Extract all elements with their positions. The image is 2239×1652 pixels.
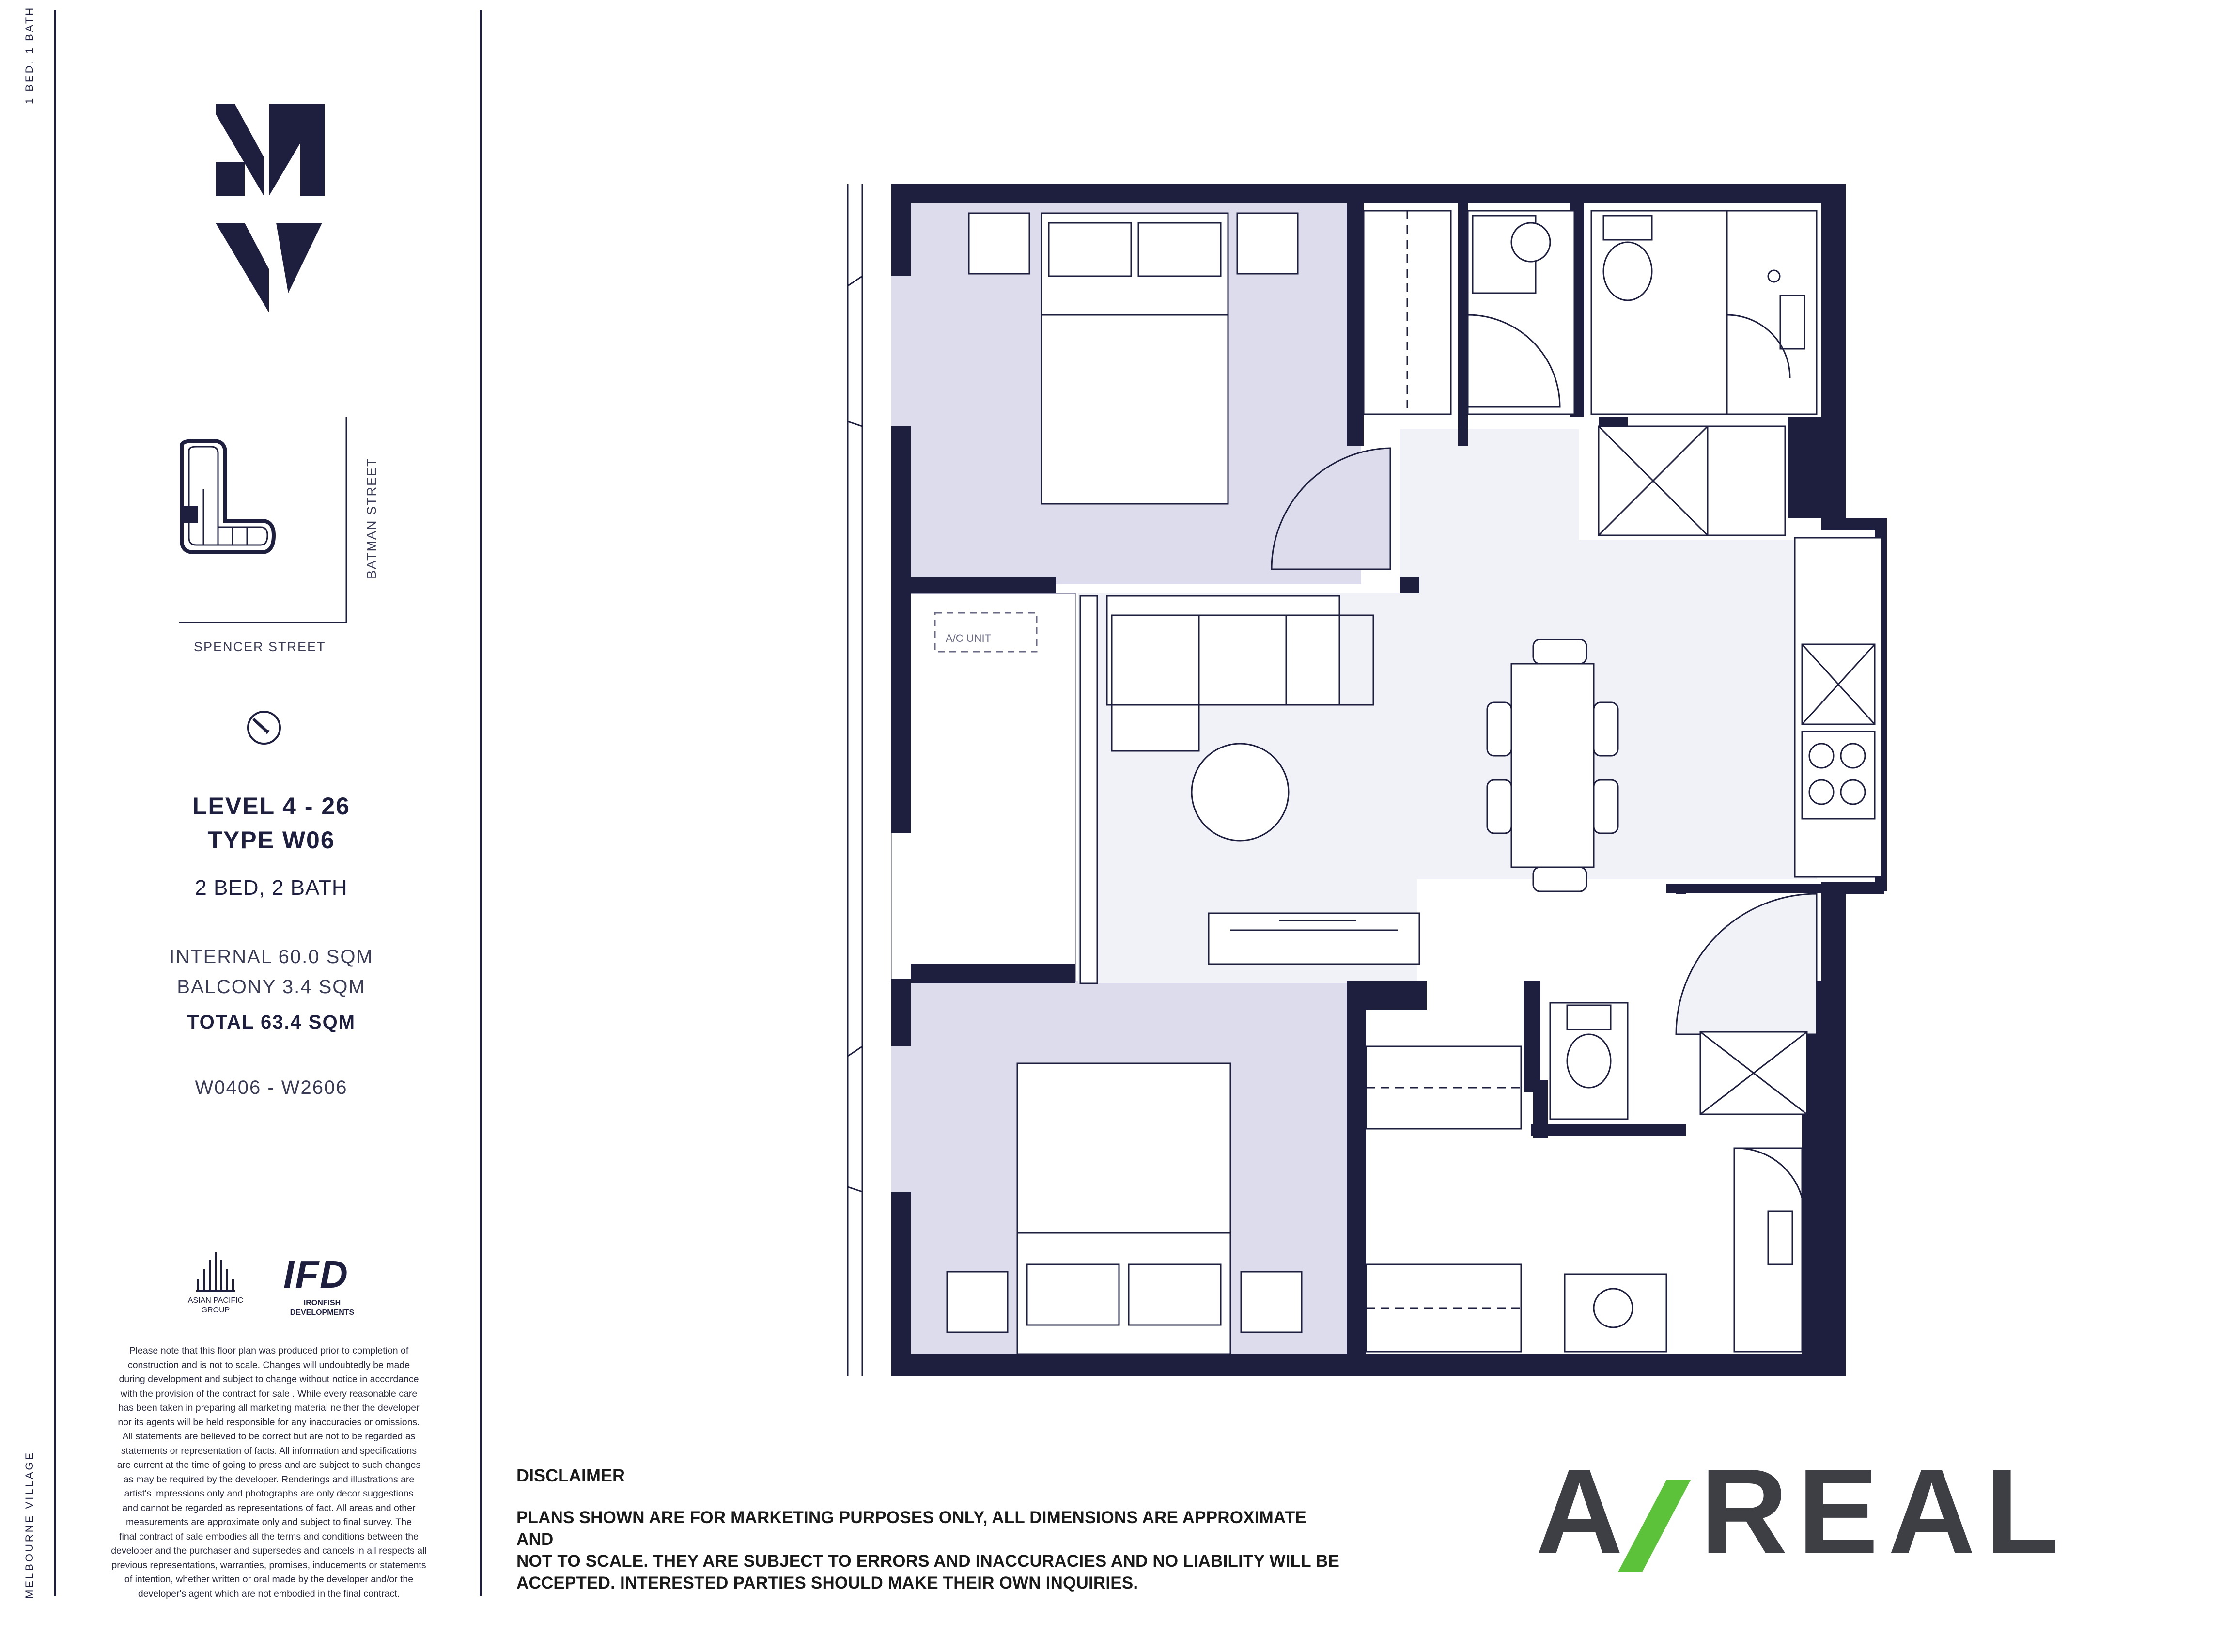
key-plan <box>170 417 358 630</box>
ifd-mark: IFD <box>283 1253 349 1296</box>
balcony-floor <box>891 593 1075 981</box>
notice-line: measurements are approximate only and subject to final survey. The <box>126 1517 412 1527</box>
notice-line: nor its agents will be held responsible for any inaccuracies or omissions. <box>118 1417 420 1428</box>
notice-line: has been taken in preparing all marketing material neither the developer <box>118 1403 420 1413</box>
balcony-area: BALCONY 3.4 SQM <box>177 976 366 997</box>
disclaimer-body <box>516 1507 1340 1594</box>
beds-baths: 2 BED, 2 BATH <box>195 876 348 900</box>
aircon-label: A/C UNIT <box>946 632 992 644</box>
areal-logo-right: REAL <box>1700 1444 2069 1579</box>
notice-line: of intention, whether written or oral made by the developer and/or the <box>124 1574 414 1585</box>
notice-line: with the provision of the contract for sale . While every reasonable care <box>120 1388 418 1399</box>
sidebar-left-rule <box>54 10 56 1596</box>
disclaimer-heading: DISCLAIMER <box>516 1465 625 1485</box>
floor-plan <box>833 179 1913 1390</box>
notice-line: Please note that this floor plan was produced prior to completion of <box>129 1345 409 1356</box>
notice-line: construction and is not to scale. Changes will undoubtedly be made <box>127 1359 410 1371</box>
notice-line: artist's impressions only and photographs are only decor suggestions <box>124 1488 414 1499</box>
level-title: LEVEL 4 - 26 <box>192 793 350 820</box>
vertical-bottom-label: MELBOURNE VILLAGE <box>23 1450 35 1599</box>
apg-logo <box>194 1250 237 1294</box>
unit-range: W0406 - W2606 <box>195 1077 348 1098</box>
areal-logo-left: A <box>1536 1444 1633 1579</box>
disclaimer-line: ACCEPTED. INTERESTED PARTIES SHOULD MAKE THEIR OWN INQUIRIES. <box>516 1574 1138 1592</box>
disclaimer-line: PLANS SHOWN ARE FOR MARKETING PURPOSES ONLY, ALL DIMENSIONS ARE APPROXIMATE AND <box>516 1508 1306 1549</box>
notice-line: previous representations, warranties, promises, inducements or statements <box>111 1559 426 1571</box>
internal-area: INTERNAL 60.0 SQM <box>169 946 373 967</box>
vertical-top-label: 1 BED, 1 BATH <box>23 5 35 104</box>
street-right-label: BATMAN STREET <box>364 457 379 579</box>
notice-line: as may be required by the developer. Renderings and illustrations are <box>123 1474 415 1485</box>
mv-logo <box>208 99 329 317</box>
areal-logo <box>1536 1444 2069 1579</box>
street-bottom-label: SPENCER STREET <box>194 639 326 654</box>
type-title: TYPE W06 <box>207 826 335 854</box>
notice-line: during development and subject to change without notice in accordance <box>119 1374 419 1385</box>
disclaimer-line: NOT TO SCALE. THEY ARE SUBJECT TO ERRORS AND INACCURACIES AND NO LIABILITY WILL BE <box>516 1552 1340 1571</box>
notice-line: developer and the purchaser and supersedes and cancels in all respects all <box>111 1545 427 1556</box>
notice-line: are current at the time of going to press and are subject to such changes <box>117 1460 421 1470</box>
apg-name: ASIAN PACIFIC GROUP <box>187 1296 244 1314</box>
total-area: TOTAL 63.4 SQM <box>187 1012 356 1033</box>
areal-slash-icon <box>1618 1480 1691 1572</box>
notice-line: All statements are believed to be correct but are not to be regarded as <box>122 1431 416 1442</box>
north-arrow-icon <box>245 708 283 747</box>
sidebar-notice <box>73 1344 465 1601</box>
ifd-name: IRONFISH DEVELOPMENTS <box>290 1299 355 1317</box>
notice-line: final contract of sale embodies all the terms and conditions between the <box>119 1531 419 1542</box>
notice-line: statements or representation of facts. All information and specifications <box>121 1445 417 1456</box>
notice-line: developer's agent which are not embodied in the final contract. <box>138 1588 400 1599</box>
notice-line: and cannot be regarded as representations of fact. All areas and other <box>122 1502 416 1513</box>
